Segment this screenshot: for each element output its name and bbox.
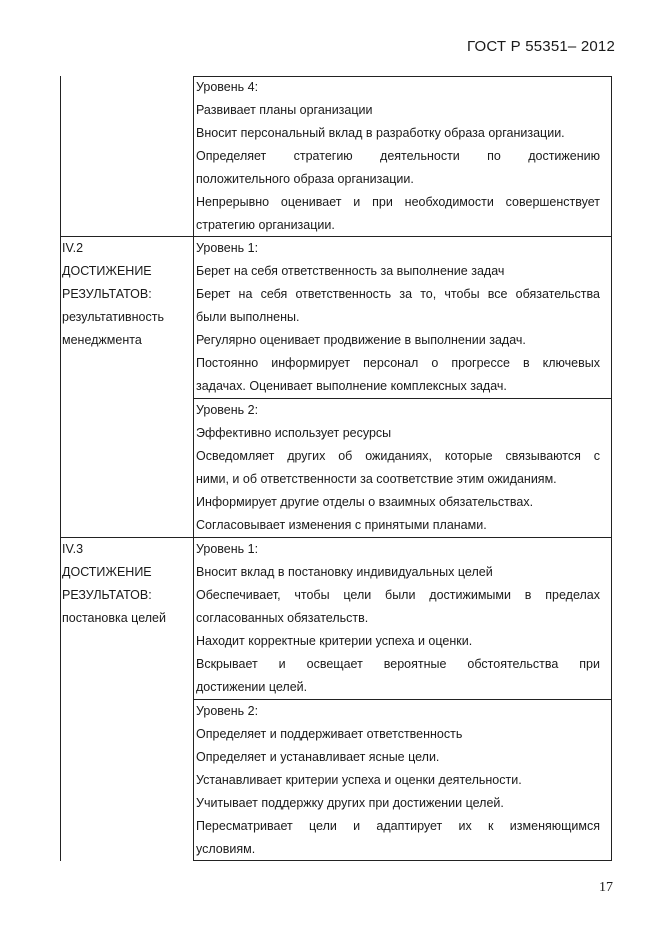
- text-line: Берет на себя ответственность за выполнение задач: [196, 264, 505, 278]
- text-line: Согласовывает изменения с принятыми планами.: [196, 518, 487, 532]
- text-line: Уровень 2:: [196, 704, 259, 718]
- text-line: Осведомляет других об ожиданиях, которые связываются с: [196, 449, 600, 463]
- iv3-level-2-cell: [196, 700, 600, 861]
- text-line: Пересматривает цели и адаптирует их к изменяющимся: [196, 819, 600, 833]
- competency-code: IV.2: [62, 241, 84, 255]
- text-line: Устанавливает критерии успеха и оценки деятельности.: [196, 773, 522, 787]
- text-line: Регулярно оценивает продвижение в выполнении задач.: [196, 333, 526, 347]
- iv2-level-2-cell: [196, 399, 600, 537]
- text-line: Информирует другие отделы о взаимных обязательствах.: [196, 495, 534, 509]
- text-line: Определяет и устанавливает ясные цели.: [196, 750, 440, 764]
- text-line: согласованных обязательств.: [196, 611, 369, 625]
- text-line: были выполнены.: [196, 310, 300, 324]
- document-code-header: ГОСТ Р 55351– 2012: [467, 38, 615, 55]
- competency-code: IV.3: [62, 542, 84, 556]
- text-line: Обеспечивает, чтобы цели были достижимыми в пределах: [196, 588, 600, 602]
- level-4-cell: [196, 76, 600, 237]
- text-line: Вскрывает и освещает вероятные обстоятельства при: [196, 657, 600, 671]
- competency-title: ДОСТИЖЕНИЕ: [62, 565, 152, 579]
- competency-title: РЕЗУЛЬТАТОВ:: [62, 588, 152, 602]
- competency-subtitle: результативность: [62, 310, 164, 324]
- competency-title: ДОСТИЖЕНИЕ: [62, 264, 152, 278]
- page-number: 17: [599, 880, 613, 895]
- text-line: Непрерывно оценивает и при необходимости совершенствует: [196, 195, 600, 209]
- text-line: положительного образа организации.: [196, 172, 414, 186]
- text-line: Определяет стратегию деятельности по достижению: [196, 149, 600, 163]
- text-line: Уровень 2:: [196, 403, 259, 417]
- text-line: Постоянно информирует персонал о прогрессе в ключевых: [196, 356, 600, 370]
- text-line: Вносит вклад в постановку индивидуальных целей: [196, 565, 493, 579]
- text-line: Развивает планы организации: [196, 103, 373, 117]
- competency-subtitle: постановка целей: [62, 611, 166, 625]
- competency-title: РЕЗУЛЬТАТОВ:: [62, 287, 152, 301]
- text-line: Вносит персональный вклад в разработку образа организации.: [196, 126, 565, 140]
- table-border-left: [60, 76, 61, 861]
- text-line: Находит корректные критерии успеха и оценки.: [196, 634, 473, 648]
- text-line: Учитывает поддержку других при достижении целей.: [196, 796, 504, 810]
- text-line: достижении целей.: [196, 680, 308, 694]
- competency-table: [60, 76, 612, 861]
- text-line: Берет на себя ответственность за то, чтобы все обязательства: [196, 287, 600, 301]
- text-line: условиям.: [196, 842, 256, 856]
- text-line: Определяет и поддерживает ответственность: [196, 727, 463, 741]
- iv3-level-1-cell: [196, 538, 600, 699]
- text-line: стратегию организации.: [196, 218, 335, 232]
- text-line: Эффективно использует ресурсы: [196, 426, 392, 440]
- competency-iv2-label: [62, 237, 190, 352]
- text-line: Уровень 1:: [196, 542, 259, 556]
- iv2-level-1-cell: [196, 237, 600, 398]
- text-line: Уровень 4:: [196, 80, 259, 94]
- competency-subtitle: менеджмента: [62, 333, 142, 347]
- table-border-right: [611, 76, 612, 861]
- competency-iv3-label: [62, 538, 190, 630]
- table-border-middle: [193, 76, 194, 861]
- text-line: задачах. Оценивает выполнение комплексных задач.: [196, 379, 507, 393]
- text-line: ними, и об ответственности за соответствие этим ожиданиям.: [196, 472, 557, 486]
- text-line: Уровень 1:: [196, 241, 259, 255]
